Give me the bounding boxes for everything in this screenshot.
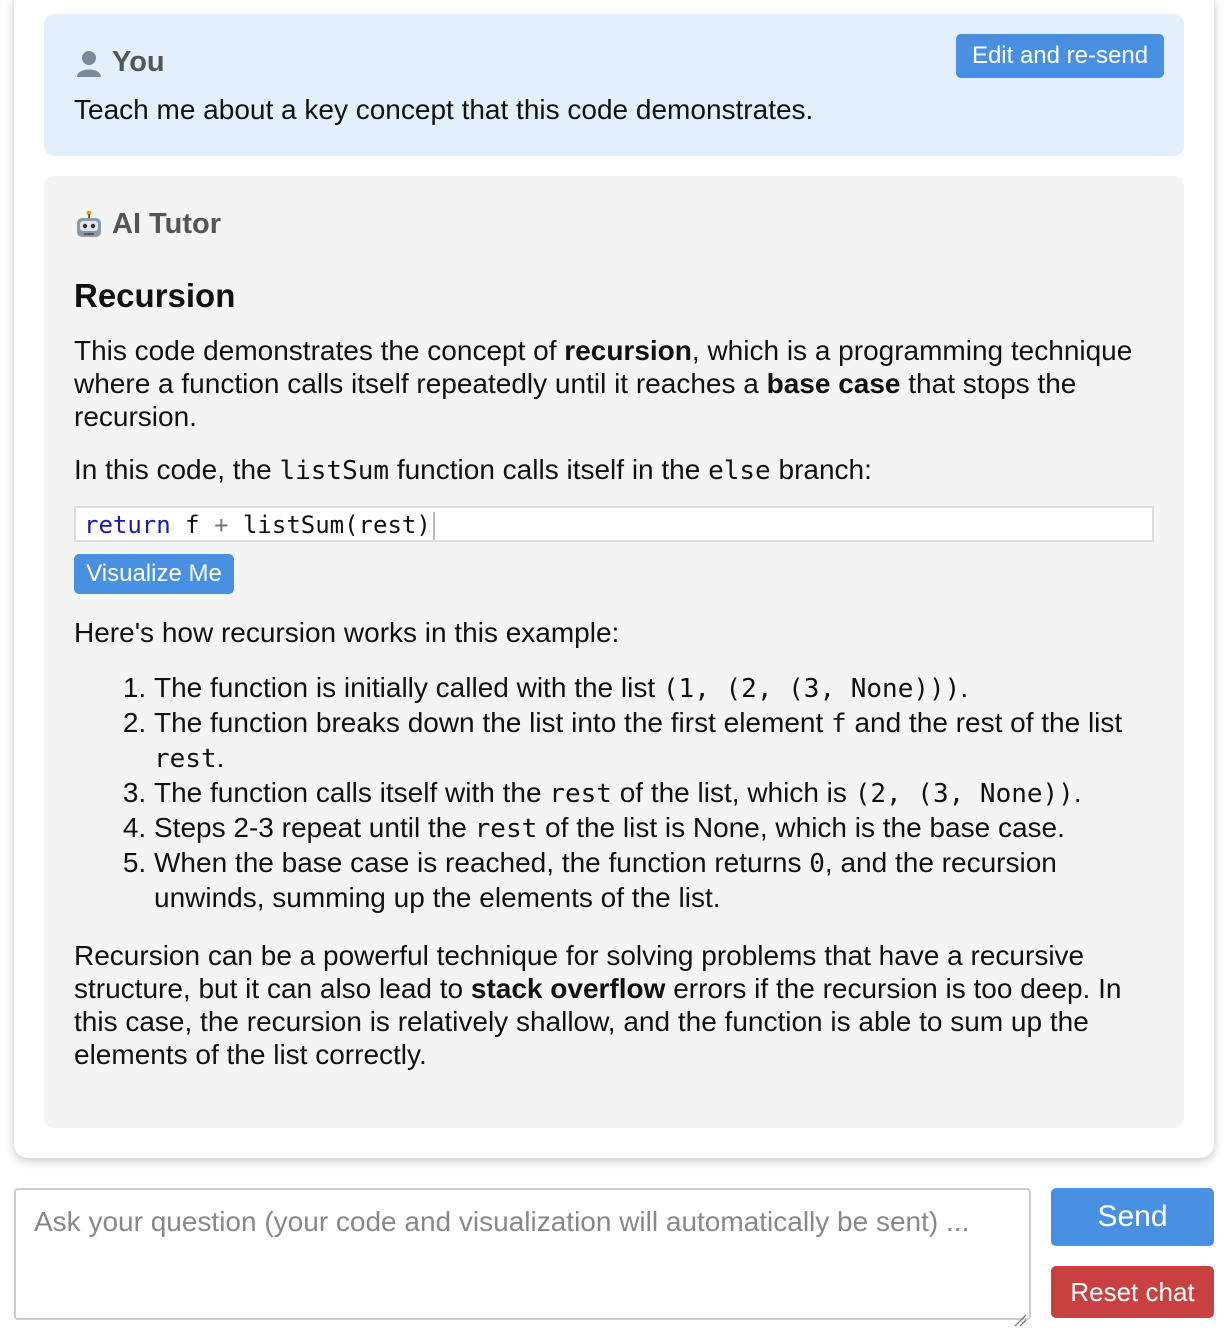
text-cursor <box>433 512 435 540</box>
text: None <box>692 812 760 843</box>
bold-term: recursion <box>564 335 692 366</box>
inline-code: (2, (3, None)) <box>854 779 1074 809</box>
user-message-header <box>74 46 165 79</box>
code-editor[interactable] <box>74 506 1154 542</box>
list-item <box>154 846 1154 915</box>
text: . <box>1073 777 1082 808</box>
text: and the rest of the list <box>846 707 1123 738</box>
paragraph-steps-intro: Here's how recursion works in this example: <box>74 617 620 648</box>
tutor-message-header <box>74 208 221 241</box>
chat-panel <box>14 0 1214 1158</box>
code-operator: + <box>214 511 229 539</box>
steps-list <box>74 671 1154 915</box>
code-text: listSum(rest) <box>228 511 431 539</box>
list-item <box>154 671 1154 706</box>
visualize-button[interactable]: Visualize Me <box>74 554 234 594</box>
text: function calls itself in the <box>389 454 709 485</box>
bold-term: stack overflow <box>470 973 666 1004</box>
inline-code: rest <box>474 814 538 844</box>
user-sender-label: You <box>112 46 165 78</box>
robot-icon <box>74 210 104 240</box>
bold-term: base case <box>766 368 901 399</box>
text: The function breaks down the list into the first element <box>154 707 832 738</box>
paragraph-code-ref <box>74 453 1154 488</box>
send-button[interactable]: Send <box>1051 1188 1214 1246</box>
list-item <box>154 776 1154 811</box>
question-input-placeholder: Ask your question (your code and visualization will automatically be sent) ... <box>34 1206 970 1237</box>
text: of the list is <box>537 812 693 843</box>
text: branch: <box>770 454 872 485</box>
reset-chat-button[interactable]: Reset chat <box>1051 1266 1214 1318</box>
list-item <box>154 706 1154 776</box>
text: The function calls itself with the <box>154 777 550 808</box>
text: . <box>960 672 969 703</box>
text: Recursion can be a powerful technique for solving problems that have a recursive structure, but it can also lead to <box>74 940 1085 1004</box>
question-input[interactable] <box>14 1188 1031 1320</box>
paragraph-conclusion <box>74 939 1154 1071</box>
text: In this code, the <box>74 454 280 485</box>
resize-handle-icon[interactable] <box>1013 1302 1027 1316</box>
tutor-sender-label: AI Tutor <box>112 208 221 240</box>
inline-code: f <box>831 709 847 739</box>
inline-code: rest <box>549 779 612 809</box>
text: The function is initially called with the list <box>154 672 663 703</box>
tutor-content <box>74 276 1154 1091</box>
code-text: f <box>170 511 215 539</box>
inline-code: (1, (2, (3, None))) <box>662 674 961 704</box>
inline-code: listSum <box>279 456 390 486</box>
user-message <box>44 14 1184 156</box>
inline-code: rest <box>154 744 217 774</box>
text: When the base case is reached, the function returns <box>154 847 810 878</box>
inline-code: 0 <box>809 849 825 879</box>
text: , and the recursion unwinds, summing up the elements of the list. <box>154 847 1057 913</box>
text: Steps 2-3 repeat until the <box>154 812 475 843</box>
user-message-text: Teach me about a key concept that this code demonstrates. <box>74 94 814 125</box>
list-item <box>154 811 1154 846</box>
tutor-message <box>44 176 1184 1128</box>
user-icon <box>74 48 104 78</box>
text: , which is the base case. <box>759 812 1065 843</box>
text: This code demonstrates the concept of <box>74 335 565 366</box>
edit-resend-button[interactable]: Edit and re-send <box>956 34 1164 78</box>
code-keyword: return <box>84 511 171 539</box>
paragraph-intro <box>74 334 1154 433</box>
text: , which is a programming technique where a function calls itself repeatedly until it reaches a <box>74 335 1133 399</box>
inline-code: else <box>708 456 771 486</box>
tutor-heading: Recursion <box>74 277 236 314</box>
text: of the list, which is <box>611 777 855 808</box>
text: that stops the recursion. <box>74 368 1077 432</box>
text: errors if the recursion is too deep. In this case, the recursion is relatively shallow, and the function is able to sum up the elements of the list correctly. <box>74 973 1122 1070</box>
text: . <box>216 742 225 773</box>
